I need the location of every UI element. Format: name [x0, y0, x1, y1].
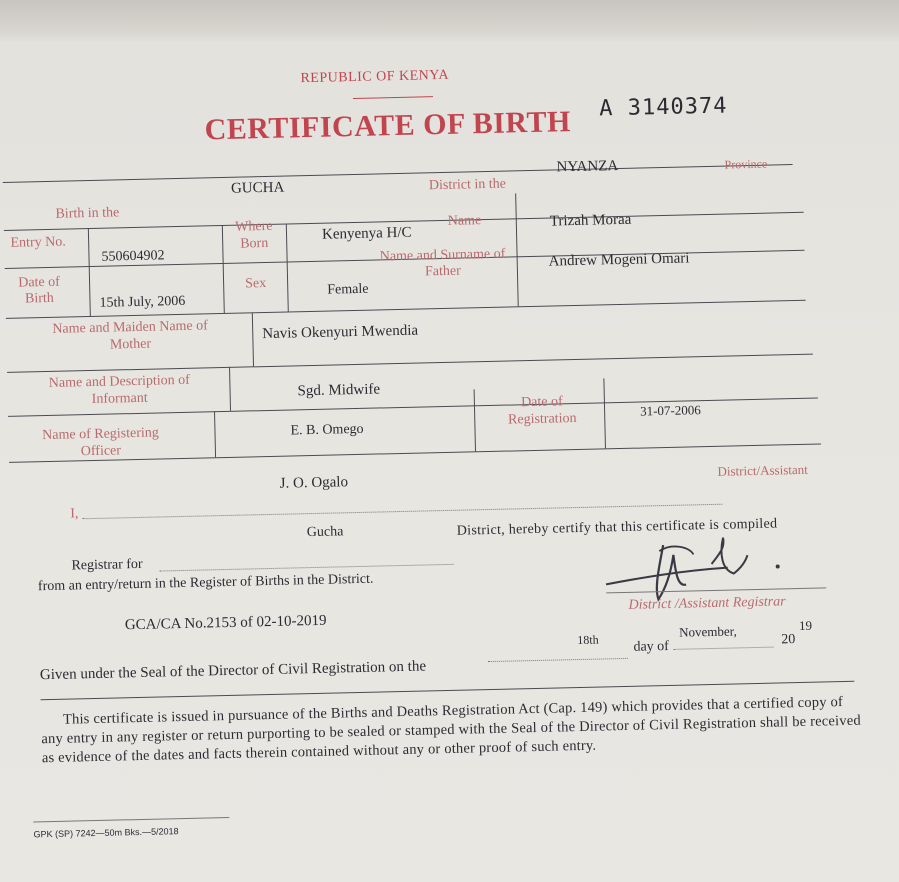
dob-value: 15th July, 2006 [99, 293, 186, 311]
district-assistant-label: District/Assistant [717, 461, 808, 479]
table-col [88, 228, 91, 316]
entry-no-value: 550604902 [101, 248, 165, 265]
year-suffix: 19 [798, 617, 813, 634]
table-col [252, 312, 254, 366]
table-col [603, 378, 606, 448]
child-name-value: Trizah Moraa [549, 211, 632, 230]
certificate-title: CERTIFICATE OF BIRTH [204, 105, 572, 147]
sex-label: Sex [244, 276, 267, 292]
where-born-value: Kenyenya H/C [321, 224, 412, 243]
child-name-label: Name [447, 213, 482, 229]
table-col [286, 224, 289, 312]
father-label: Name and Surname of Father [379, 246, 506, 280]
signature-title: District /Assistant Registrar [628, 594, 786, 613]
informant-value: Sgd. Midwife [297, 381, 381, 400]
district-in-label: District in the [428, 176, 507, 194]
province-label: Province [724, 156, 768, 172]
table-col [222, 225, 225, 313]
top-rule [3, 164, 793, 183]
district-value: GUCHA [230, 179, 285, 197]
sex-value: Female [327, 281, 369, 298]
year-prefix: 20 [781, 632, 796, 648]
province-value: NYANZA [556, 158, 619, 176]
table-col [515, 193, 519, 306]
day-dotted-line [488, 658, 628, 662]
mother-label: Name and Maiden Name of Mother [52, 318, 209, 353]
table-col [474, 389, 476, 451]
given-seal-text: Given under the Seal of the Director of Civil Registration on the [39, 658, 427, 684]
day-of-label: day of [633, 638, 670, 655]
from-entry-text: from an entry/return in the Register of Births in the District. [37, 571, 374, 595]
informant-label: Name and Description of Informant [48, 372, 191, 408]
month-value: November, [678, 623, 737, 640]
officer-label: Name of Registering Officer [42, 425, 159, 460]
table-col [214, 411, 216, 457]
month-dotted-line [674, 647, 774, 650]
entry-no-label: Entry No. [10, 234, 66, 251]
district-name: Gucha [306, 524, 344, 541]
table-col [229, 367, 231, 411]
legal-statement: This certificate is issued in pursuance of the Births and Deaths Registration Act (Cap. 149) which provides that a certified copy of any entry in any register or return purporting to be sealed or stamped with the Seal of the Director of Civil Registration shall be received as evidence of the dates and facts therein contained without any or other proof of such entry. [41, 694, 862, 767]
day-value: 18th [577, 632, 599, 648]
father-value: Andrew Mogeni Omari [548, 250, 690, 270]
officer-value: E. B. Omego [290, 421, 364, 439]
reg-date-label: Date of Registration [507, 394, 577, 428]
name-dotted-line [82, 504, 722, 520]
republic-heading: REPUBLIC OF KENYA [300, 67, 450, 87]
table-rule [7, 354, 813, 373]
district-dotted-line [160, 564, 454, 572]
certify-text: District, hereby certify that this certificate is compiled [456, 516, 778, 539]
print-code: GPK (SP) 7242—50m Bks.—5/2018 [33, 826, 179, 840]
print-rule [33, 817, 229, 822]
heading-rule [353, 96, 433, 99]
mother-value: Navis Okenyuri Mwendia [262, 322, 419, 343]
registrar-name: J. O. Ogalo [279, 474, 349, 492]
registrar-for-label: Registrar for [71, 556, 143, 574]
dob-label: Date of Birth [18, 274, 61, 307]
birth-in-label: Birth in the [55, 205, 120, 222]
where-born-label: Where Born [235, 218, 273, 252]
gca-reference: GCA/CA No.2153 of 02-10-2019 [124, 612, 327, 634]
i-label: I, [70, 506, 79, 522]
reg-date-value: 31-07-2006 [639, 402, 701, 419]
serial-number: A 3140374 [598, 93, 728, 122]
